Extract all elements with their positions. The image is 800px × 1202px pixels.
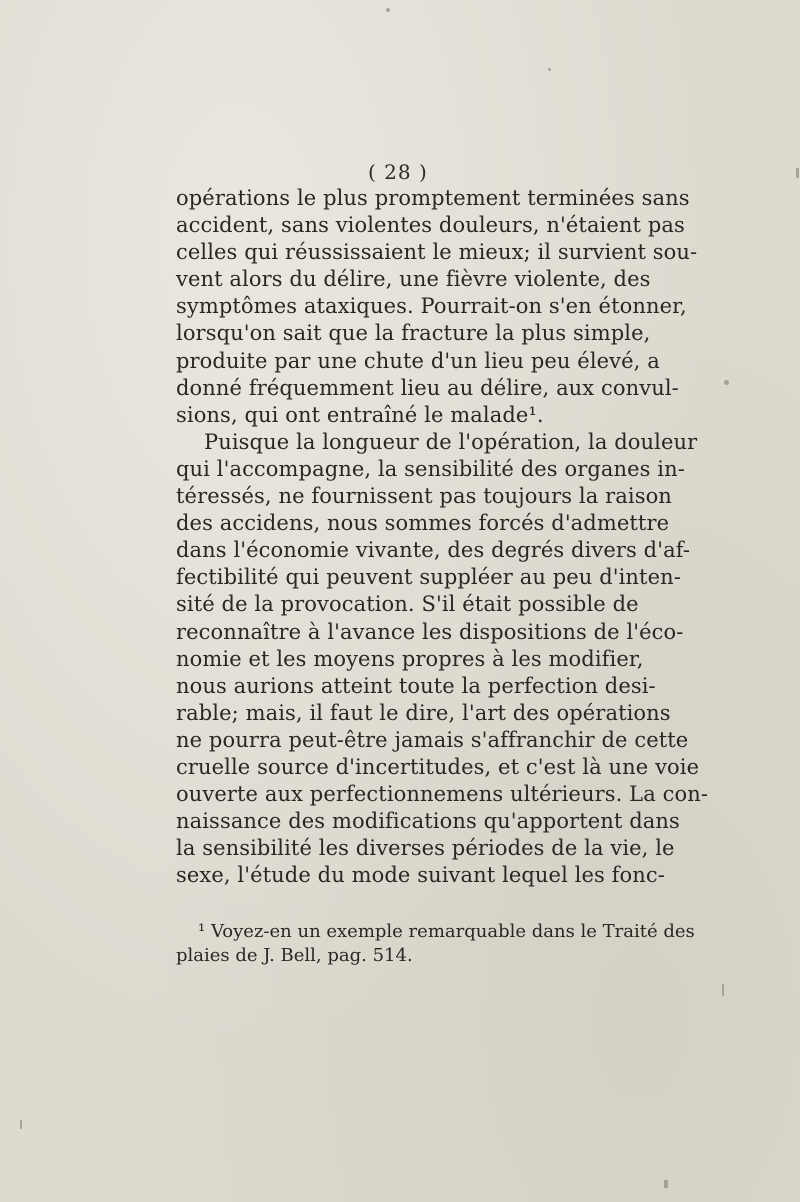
paper-speck [664,1180,668,1188]
text-line: qui l'accompagne, la sensibilité des organes in- [176,456,685,481]
text-line: dans l'économie vivante, des degrés divers d'af- [176,538,691,563]
text-line: vent alors du délire, une fièvre violente, des [176,267,651,292]
text-line: ouverte aux perfectionnemens ultérieurs. La con- [176,782,709,807]
text-line: ne pourra peut-être jamais s'affranchir de cette [176,727,689,752]
body-text [176,185,709,889]
paragraph-start-line: Puisque la longueur de l'opération, la douleur [204,429,698,454]
text-line: reconnaître à l'avance les dispositions de l'éco- [176,619,684,644]
text-line: accident, sans violentes douleurs, n'étaient pas [176,213,685,238]
paper-speck [796,168,799,178]
text-line: celles qui réussissaient le mieux; il survient sou- [176,240,698,265]
text-line: fectibilité qui peuvent suppléer au peu d'inten- [176,565,681,590]
text-line: sité de la provocation. S'il était possible de [176,592,639,617]
text-line: sions, qui ont entraîné le malade¹. [176,402,544,427]
paper-speck [386,8,390,12]
text-line: lorsqu'on sait que la fracture la plus simple, [176,321,651,346]
footnote-line: plaies de J. Bell, pag. 514. [176,945,413,966]
text-line: opérations le plus promptement terminées sans [176,186,690,210]
text-line: cruelle source d'incertitudes, et c'est là une voie [176,754,700,779]
text-line: naissance des modifications qu'apportent dans [176,809,680,834]
text-line: rable; mais, il faut le dire, l'art des opérations [176,700,671,725]
paper-speck [724,380,729,385]
text-line: téressés, ne fournissent pas toujours la raison [176,484,672,509]
text-line: produite par une chute d'un lieu peu élevé, a [176,348,660,373]
text-line: sexe, l'étude du mode suivant lequel les fonc- [176,863,665,888]
text-line: nomie et les moyens propres à les modifier, [176,646,644,671]
text-line: nous aurions atteint toute la perfection desi- [176,673,656,698]
footnote [176,920,695,968]
text-line: donné fréquemment lieu au délire, aux convul- [176,375,679,400]
paper-speck [20,1120,22,1129]
paper-speck [548,68,551,71]
paper-speck [722,984,724,996]
page-number: ( 28 ) [368,160,428,184]
footnote-line: ¹ Voyez-en un exemple remarquable dans le Traité des [198,921,695,942]
text-line: symptômes ataxiques. Pourrait-on s'en étonner, [176,294,687,319]
text-line: des accidens, nous sommes forcés d'admettre [176,511,670,536]
text-line: la sensibilité les diverses périodes de la vie, le [176,836,675,861]
